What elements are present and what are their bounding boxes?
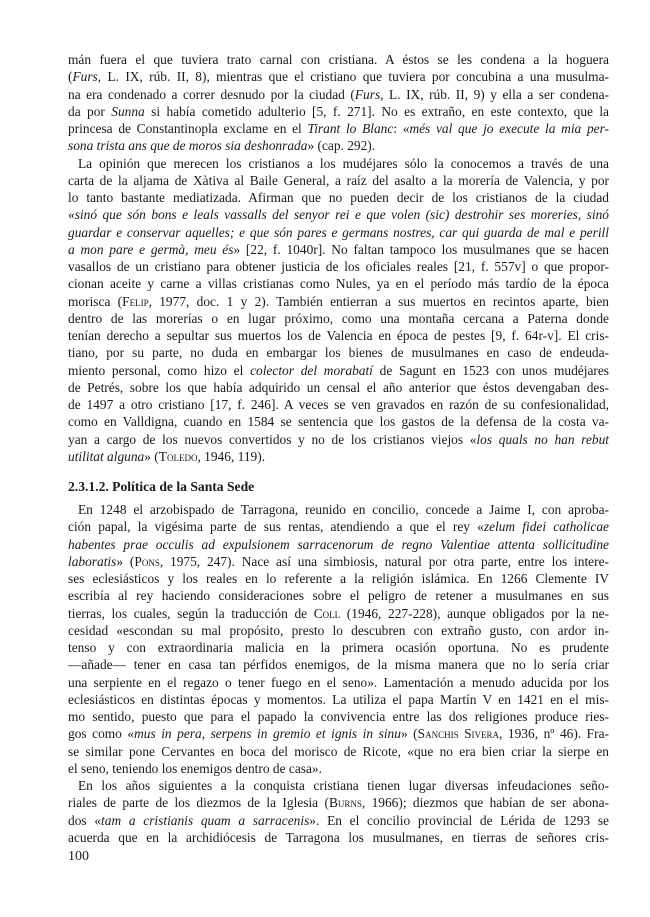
text-line: [68, 605, 609, 622]
italic-span: tam a cristianis quam a sarracenis: [101, 812, 310, 828]
text-span: si había cometido adulterio [5, f. 271]. No es extraño, en este contexto, que la: [144, 103, 610, 119]
text-span: escribía al rey haciendo consideraciones sobre el peligro de retener a musulmanes en sus: [68, 588, 609, 604]
text-line: [68, 587, 609, 604]
text-span: dos «: [68, 812, 102, 828]
italic-span: mus in pera, serpens in gremio et ignis in sinu: [134, 726, 401, 742]
italic-span: sinó que són bons e leals vassalls del senyor rei e que volen (sic) destrohir ses moreries, sinó: [74, 207, 609, 223]
text-span: ses eclesiásticos y los reales en lo referente a la religión islámica. En 1266 Clemente IV: [68, 571, 609, 586]
text-line: [68, 674, 609, 691]
text-span: morisca (: [68, 293, 123, 309]
author-citation: Sanchis Sivera: [417, 726, 500, 742]
text-line: [68, 362, 609, 379]
text-span: tenían derecho a sepultar sus muertos los de Valencia en época de pestes [9, f. 64r-v]. El cris-: [68, 328, 609, 343]
page-number: 100: [68, 849, 89, 864]
paragraph: [68, 777, 609, 846]
text-span: » (cap. 292).: [307, 138, 376, 154]
text-line: [68, 379, 609, 396]
text-span: En 1248 el arzobispado de Tarragona, reunido en concilio, concede a Jaime I, con aproba-: [78, 502, 609, 517]
document-page: [68, 51, 609, 846]
text-line: [68, 743, 609, 760]
text-span: » (: [144, 448, 159, 464]
italic-span: habentes prae occulis ad expulsionem sarracenorum de regno Valentiae attenta sollicitudine: [68, 536, 609, 552]
text-span: una serpiente en el regazo o tener fuego en el seno». Lamentación a menudo aducida por los: [68, 674, 609, 690]
body-text-before-heading: [68, 51, 609, 465]
text-span: , 1966); diezmos que habían de ser abona-: [361, 795, 610, 811]
text-line: [68, 396, 609, 413]
text-span: gos como «: [68, 726, 135, 742]
text-line: [68, 794, 609, 811]
text-line: [68, 344, 609, 361]
text-span: «: [68, 207, 75, 223]
text-span: dentro de las morerías o en lugar próximo, como una montaña cercana a Paterna donde: [68, 310, 609, 326]
text-span: (: [68, 69, 73, 85]
italic-span: Furs: [72, 69, 98, 85]
italic-span: guardar e conservar aquelles; e que són pares e germans nostres, car qui guarda de mal e perill: [68, 224, 609, 240]
text-span: En los años siguientes a la conquista cristiana tienen lugar diversas infeudaciones seño-: [78, 778, 609, 793]
text-span: ». En el concilio provincial de Lérida de 1293 se: [309, 812, 609, 828]
text-span: da por: [68, 103, 112, 119]
text-line: [68, 310, 609, 327]
text-line: [68, 691, 609, 708]
text-line: [68, 760, 609, 777]
text-span: : «: [393, 121, 410, 136]
author-citation: Burns: [328, 795, 362, 811]
text-line: [68, 708, 609, 725]
text-line: [68, 501, 609, 518]
body-text-after-heading: [68, 501, 609, 846]
italic-span: més val que jo execute la mia per-: [409, 121, 609, 136]
text-span: , 1936, nº 46). Fra-: [499, 726, 609, 742]
paragraph: [68, 155, 609, 466]
text-span: cionan aceite y carne a villas cristianas como Nules, ya en el período más tardío de la época: [68, 276, 609, 292]
text-line: [68, 518, 609, 535]
italic-span: colector del morabatí: [250, 362, 373, 378]
text-span: el seno, teniendo los enemigos dentro de casa».: [68, 760, 322, 776]
text-span: se similar pone Cervantes en boca del morisco de Ricote, «que no era bien criar la sierpe en: [68, 743, 609, 759]
text-line: [68, 155, 609, 172]
text-span: acuerda que en la archidiócesis de Tarragona los musulmanes, en tierras de señores cris-: [68, 829, 609, 845]
text-line: [68, 189, 609, 206]
italic-span: laboratis: [68, 553, 117, 569]
text-span: miento personal, como hizo el: [68, 362, 251, 378]
text-span: vasallos de un cristiano para obtener justicia de los oficiales reales [21, f. 557v] o que propor-: [68, 259, 609, 274]
text-span: La opinión que merecen los cristianos a los mudéjares sólo la conocemos a través de una: [78, 155, 609, 171]
text-span: , L. IX, rúb. II, 8), mientras que el cristiano que tuviera por concubina a una musulma-: [97, 69, 609, 85]
text-span: » [22, f. 1040r]. No faltan tampoco los musulmanes que se hacen: [233, 241, 609, 257]
author-citation: Felip: [122, 293, 149, 309]
text-span: ción papal, la vigésima parte de sus rentas, atendiendo a que el rey «: [68, 519, 484, 535]
text-line: [68, 448, 609, 465]
text-span: yan a cargo de los nuevos convertidos y no de los cristianos viejos «: [68, 431, 477, 447]
text-line: [68, 725, 609, 742]
author-citation: Coll: [313, 605, 341, 621]
text-span: eclesiásticos en distintas épocas y momentos. La utiliza el papa Martín V en 1421 en el mis-: [68, 691, 609, 707]
text-line: [68, 413, 609, 430]
text-line: [68, 86, 609, 103]
text-line: [68, 224, 609, 241]
text-line: [68, 258, 609, 275]
text-line: [68, 777, 609, 794]
text-line: [68, 536, 609, 553]
text-span: de Petrés, sobre los que había adquirido un censal el año anterior que éstos devengaban des-: [68, 379, 609, 395]
section-heading: 2.3.1.2. Política de la Santa Sede: [68, 479, 255, 494]
text-line: [68, 812, 609, 829]
text-span: tierras, los cuales, según la traducción de: [68, 605, 314, 621]
text-span: carta de la aljama de Xàtiva al Baile General, a raíz del asalto a la morería de Valencia, y por: [68, 172, 609, 188]
text-line: [68, 103, 609, 120]
text-line: [68, 622, 609, 639]
text-line: [68, 431, 609, 448]
italic-span: los quals no han rebut: [476, 431, 610, 447]
text-line: [68, 570, 609, 587]
text-line: [68, 137, 609, 154]
author-citation: Pons: [134, 553, 160, 569]
text-line: [68, 206, 609, 223]
text-span: » (: [116, 553, 135, 569]
italic-span: sona trista ans que de moros sia deshonrada: [68, 138, 308, 154]
text-line: [68, 639, 609, 656]
text-line: [68, 172, 609, 189]
text-span: tiano, por su parte, no duda en embargar los bienes de musulmanes en caso de endeuda-: [68, 345, 609, 361]
text-line: [68, 275, 609, 292]
text-span: cesidad «escondan su mal propósito, presto lo descubren con extraño gusto, con ardor in-: [68, 622, 609, 638]
author-citation: Toledo: [158, 448, 198, 464]
text-span: , 1946, 119).: [197, 448, 266, 464]
text-line: [68, 241, 609, 258]
italic-span: Tirant lo Blanc: [307, 121, 394, 136]
paragraph: [68, 501, 609, 777]
text-line: [68, 68, 609, 85]
text-span: tenso y con extraordinaria malicia en la primera ocasión oportuna. No es prudente: [68, 640, 609, 655]
text-span: de Sagunt en 1523 con unos mudéjares: [372, 362, 610, 378]
text-line: [68, 293, 609, 310]
text-span: de 1497 a otro cristiano [17, f. 246]. A veces se ven gravados en razón de su confesionalidad,: [68, 397, 609, 412]
italic-span: zelum fidei catholicae: [483, 519, 609, 535]
text-line: [68, 327, 609, 344]
text-span: (1946, 227-228), aunque obligados por la ne-: [340, 605, 609, 621]
italic-span: utilitat alguna: [68, 448, 145, 464]
text-span: —añade— tener en casa tan pérfidos enemigos, de la misma manera que no lo sería criar: [68, 657, 609, 673]
text-line: [68, 51, 609, 68]
text-line: [68, 553, 609, 570]
text-span: , 1977, doc. 1 y 2). También entierran a sus muertos en recintos aparte, bien: [148, 293, 609, 309]
text-line: [68, 656, 609, 673]
text-span: como en Valldigna, cuando en 1584 se sentencia que los gastos de la defensa de la costa va-: [68, 414, 609, 430]
text-span: na era condenado a correr desnudo por la ciudad (: [68, 86, 355, 102]
text-span: , L. IX, rúb. II, 9) y ella a ser condena-: [380, 86, 609, 102]
text-span: » (: [400, 726, 418, 742]
italic-span: Sunna: [111, 103, 145, 119]
text-span: princesa de Constantinopla exclame en el: [68, 121, 308, 136]
text-span: mo sentido, puesto que para el papado la convivencia entre las dos religiones produce ries-: [68, 709, 609, 724]
italic-span: a mon pare e germà, meu és: [68, 241, 234, 257]
text-span: riales de parte de los diezmos de la Iglesia (: [68, 795, 329, 811]
text-span: , 1975, 247). Nace así una simbiosis, natural por otra parte, entre los intere-: [159, 553, 609, 569]
italic-span: Furs: [354, 86, 381, 102]
text-span: mán fuera el que tuviera trato carnal con cristiana. A éstos se les condena a la hoguera: [68, 52, 609, 67]
text-line: [68, 120, 609, 137]
text-line: [68, 829, 609, 846]
paragraph: [68, 51, 609, 155]
text-span: lo tanto bastante mediatizada. Afirman que no pueden decir de los cristianos de la ciudad: [68, 190, 609, 205]
